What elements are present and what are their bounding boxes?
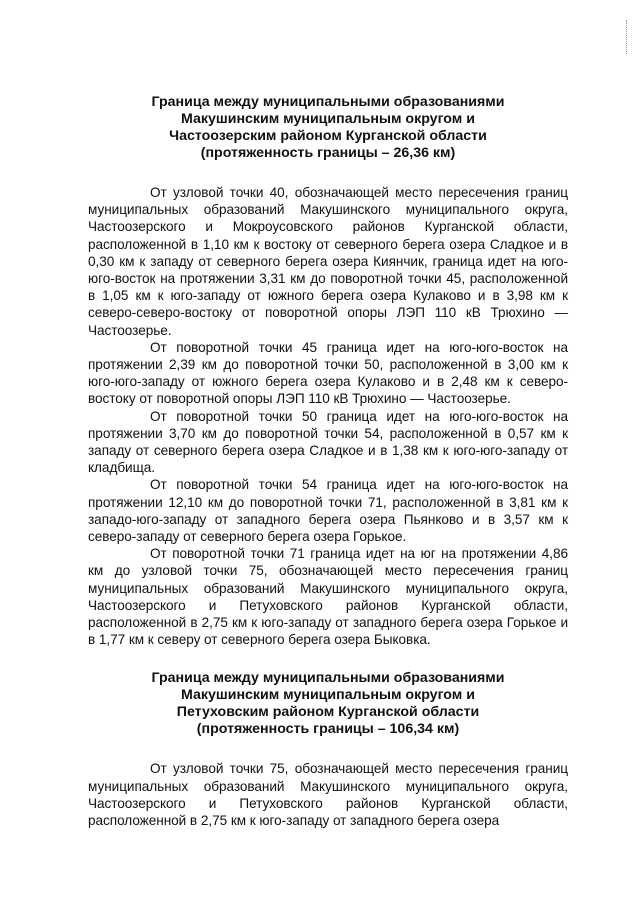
section-title-chastoozersky	[88, 94, 568, 162]
title-line-length: (протяженность границы – 106,34 км)	[196, 721, 460, 738]
title-line: Частоозерским районом Курганской области	[169, 128, 487, 144]
title-line: Макушинским муниципальным округом и	[181, 687, 475, 704]
paragraph: От поворотной точки 54 граница идет на юго-юго-восток на протяжении 12,10 км до поворотной точки 71, расположенной в 3,81 км к западо-юго-западу от западного берега озера Пьянково и в 3,57 км к северо-западу от северного берега озера Горькое.	[88, 477, 568, 545]
title-line: Петуховским районом Курганской области	[176, 704, 480, 721]
title-line: Граница между муниципальными образованиями	[151, 94, 505, 110]
section-body-petukhovsky	[88, 760, 568, 829]
title-line: Макушинским муниципальным округом и	[181, 111, 475, 127]
paragraph: От поворотной точки 45 граница идет на юго-юго-восток на протяжении 2,39 км до поворотной точки 50, расположенной в 3,00 км к юго-юго-западу от южного берега озера Кулаково и в 2,48 км к северо-востоку от поворотной опоры ЛЭП 110 кВ Трюхино — Частоозерье.	[88, 339, 568, 407]
title-line-length: (протяженность границы – 26,36 км)	[200, 145, 456, 161]
title-line: Граница между муниципальными образованиями	[151, 670, 505, 687]
paragraph: От узловой точки 75, обозначающей место пересечения границ муниципальных образований Макушинского муниципального округа, Частоозерского и Петуховского районов Курганской области, расположенной в 2,75 км к юго-западу от западного берега озера	[88, 761, 568, 829]
paragraph: От поворотной точки 50 граница идет на юго-юго-восток на протяжении 3,70 км до поворотной точки 54, расположенной в 0,57 км к западу от северного берега озера Сладкое и в 1,38 км к юго-юго-западу от кладбища.	[88, 408, 568, 476]
page-edge-mark	[626, 20, 632, 54]
paragraph: От поворотной точки 71 граница идет на юг на протяжении 4,86 км до узловой точки 75, обозначающей место пересечения границ муниципальных образований Макушинского муниципального округа, Частоозерского и Петуховского районов Курганской области, расположенной в 2,75 км к юго-западу от западного берега озера Горькое и в 1,77 км к северу от северного берега озера Быковка.	[88, 546, 568, 648]
section-title-petukhovsky	[88, 670, 568, 738]
section-body-chastoozersky	[88, 184, 568, 648]
paragraph: От узловой точки 40, обозначающей место пересечения границ муниципальных образований Макушинского муниципального округа, Частоозерского и Мокроусовского районов Курганской области, расположенной в 1,10 км к востоку от северного берега озера Сладкое и в 0,30 км к западу от северного берега озера Киянчик, граница идет на юго-юго-восток на протяжении 3,31 км до поворотной точки 45, расположенной в 1,05 км к юго-западу от южного берега озера Кулаково и в 3,98 км к северо-северо-востоку от поворотной опоры ЛЭП 110 кВ Трюхино — Частоозерье.	[88, 185, 568, 338]
